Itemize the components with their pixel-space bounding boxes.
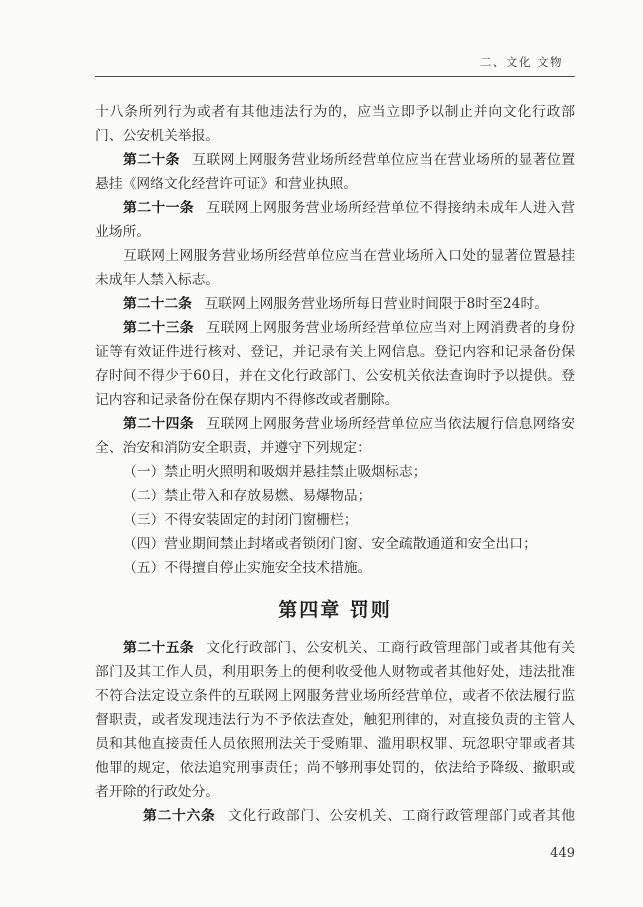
paragraph-line: 部门及其工作人员，利用职务上的便利收受他人财物或者其他好处，违法批准 xyxy=(95,664,575,680)
paragraph-line: 督职责，或者发现违法行为不予依法查处，触犯刑律的，对直接负责的主管人 xyxy=(95,712,575,728)
article-24-first-line xyxy=(95,412,575,436)
chapter-title: 第四章 罚则 xyxy=(278,599,392,621)
paragraph-line: 未成年人禁入标志。 xyxy=(95,272,220,288)
running-header: 二、文化 文物 xyxy=(479,55,563,69)
list-item: （四）营业期间禁止封堵或者锁闭门窗、安全疏散通道和安全出口； xyxy=(123,536,537,552)
paragraph-line: 者开除的行政处分。 xyxy=(95,784,220,800)
page-body xyxy=(95,100,575,828)
paragraph-line: 全、治安和消防安全职责，并遵守下列规定： xyxy=(95,440,371,456)
paragraph-line: 员和其他直接责任人员依照刑法关于受贿罪、滥用职权罪、玩忽职守罪或者其 xyxy=(95,736,575,752)
paragraph-line: 悬挂《网络文化经营许可证》和营业执照。 xyxy=(95,176,358,192)
article-23-first-line xyxy=(95,316,575,340)
list-item: （二）禁止带入和存放易燃、易爆物品； xyxy=(123,488,372,504)
paragraph-line: 记内容和记录备份在保存期内不得修改或者删除。 xyxy=(95,392,399,408)
list-item: （一）禁止明火照明和吸烟并悬挂禁止吸烟标志； xyxy=(123,464,427,480)
article-20-first-line xyxy=(95,148,575,172)
article-25-first-line xyxy=(95,636,575,660)
article-21-first-line xyxy=(95,196,575,220)
paragraph-line: 他罪的规定，依法追究刑事责任；尚不够刑事处罚的，依法给予降级、撤职或 xyxy=(95,760,575,776)
paragraph-line: 业场所。 xyxy=(95,224,151,240)
paragraph-line: 存时间不得少于60日，并在文化行政部门、公安机关依法查询时予以提供。登 xyxy=(95,368,575,384)
article-number: 第二十四条 xyxy=(123,416,194,432)
paragraph-line: 证等有效证件进行核对、登记，并记录有关上网信息。登记内容和记录备份保 xyxy=(95,344,575,360)
paragraph-line: 不符合法定设立条件的互联网上网服务营业场所经营单位，或者不依法履行监 xyxy=(95,688,575,704)
article-22-first-line xyxy=(95,292,575,316)
paragraph-line: 十八条所列行为或者有其他违法行为的，应当立即予以制止并向文化行政部 xyxy=(95,104,575,120)
article-text: 互联网上网服务营业场所经营单位应当对上网消费者的身份 xyxy=(206,320,576,336)
article-number: 第二十一条 xyxy=(123,200,194,216)
header-rule xyxy=(95,76,575,77)
article-text: 文化行政部门、公安机关、工商行政管理部门或者其他 xyxy=(227,808,576,824)
article-text: 互联网上网服务营业场所每日营业时间限于8时至24时。 xyxy=(204,296,549,312)
article-number: 第二十三条 xyxy=(123,320,194,336)
article-text: 互联网上网服务营业场所经营单位应当依法履行信息网络安 xyxy=(206,416,576,432)
article-number: 第二十条 xyxy=(123,152,180,168)
article-text: 互联网上网服务营业场所经营单位不得接纳未成年人进入营 xyxy=(206,200,576,216)
paragraph-line: 互联网上网服务营业场所经营单位应当在营业场所入口处的显著位置悬挂 xyxy=(123,248,575,264)
article-text: 文化行政部门、公安机关、工商行政管理部门或者其他有关 xyxy=(206,640,576,656)
article-number: 第二十二条 xyxy=(123,296,192,312)
paragraph-line: 门、公安机关举报。 xyxy=(95,128,220,144)
article-number: 第二十六条 xyxy=(143,808,216,824)
list-item: （三）不得安装固定的封闭门窗栅栏； xyxy=(123,512,358,528)
list-item: （五）不得擅自停止实施安全技术措施。 xyxy=(123,560,372,576)
article-26-first-line xyxy=(95,804,575,828)
page-number: 449 xyxy=(550,846,575,861)
article-text: 互联网上网服务营业场所经营单位应当在营业场所的显著位置 xyxy=(192,152,576,168)
article-number: 第二十五条 xyxy=(123,640,194,656)
